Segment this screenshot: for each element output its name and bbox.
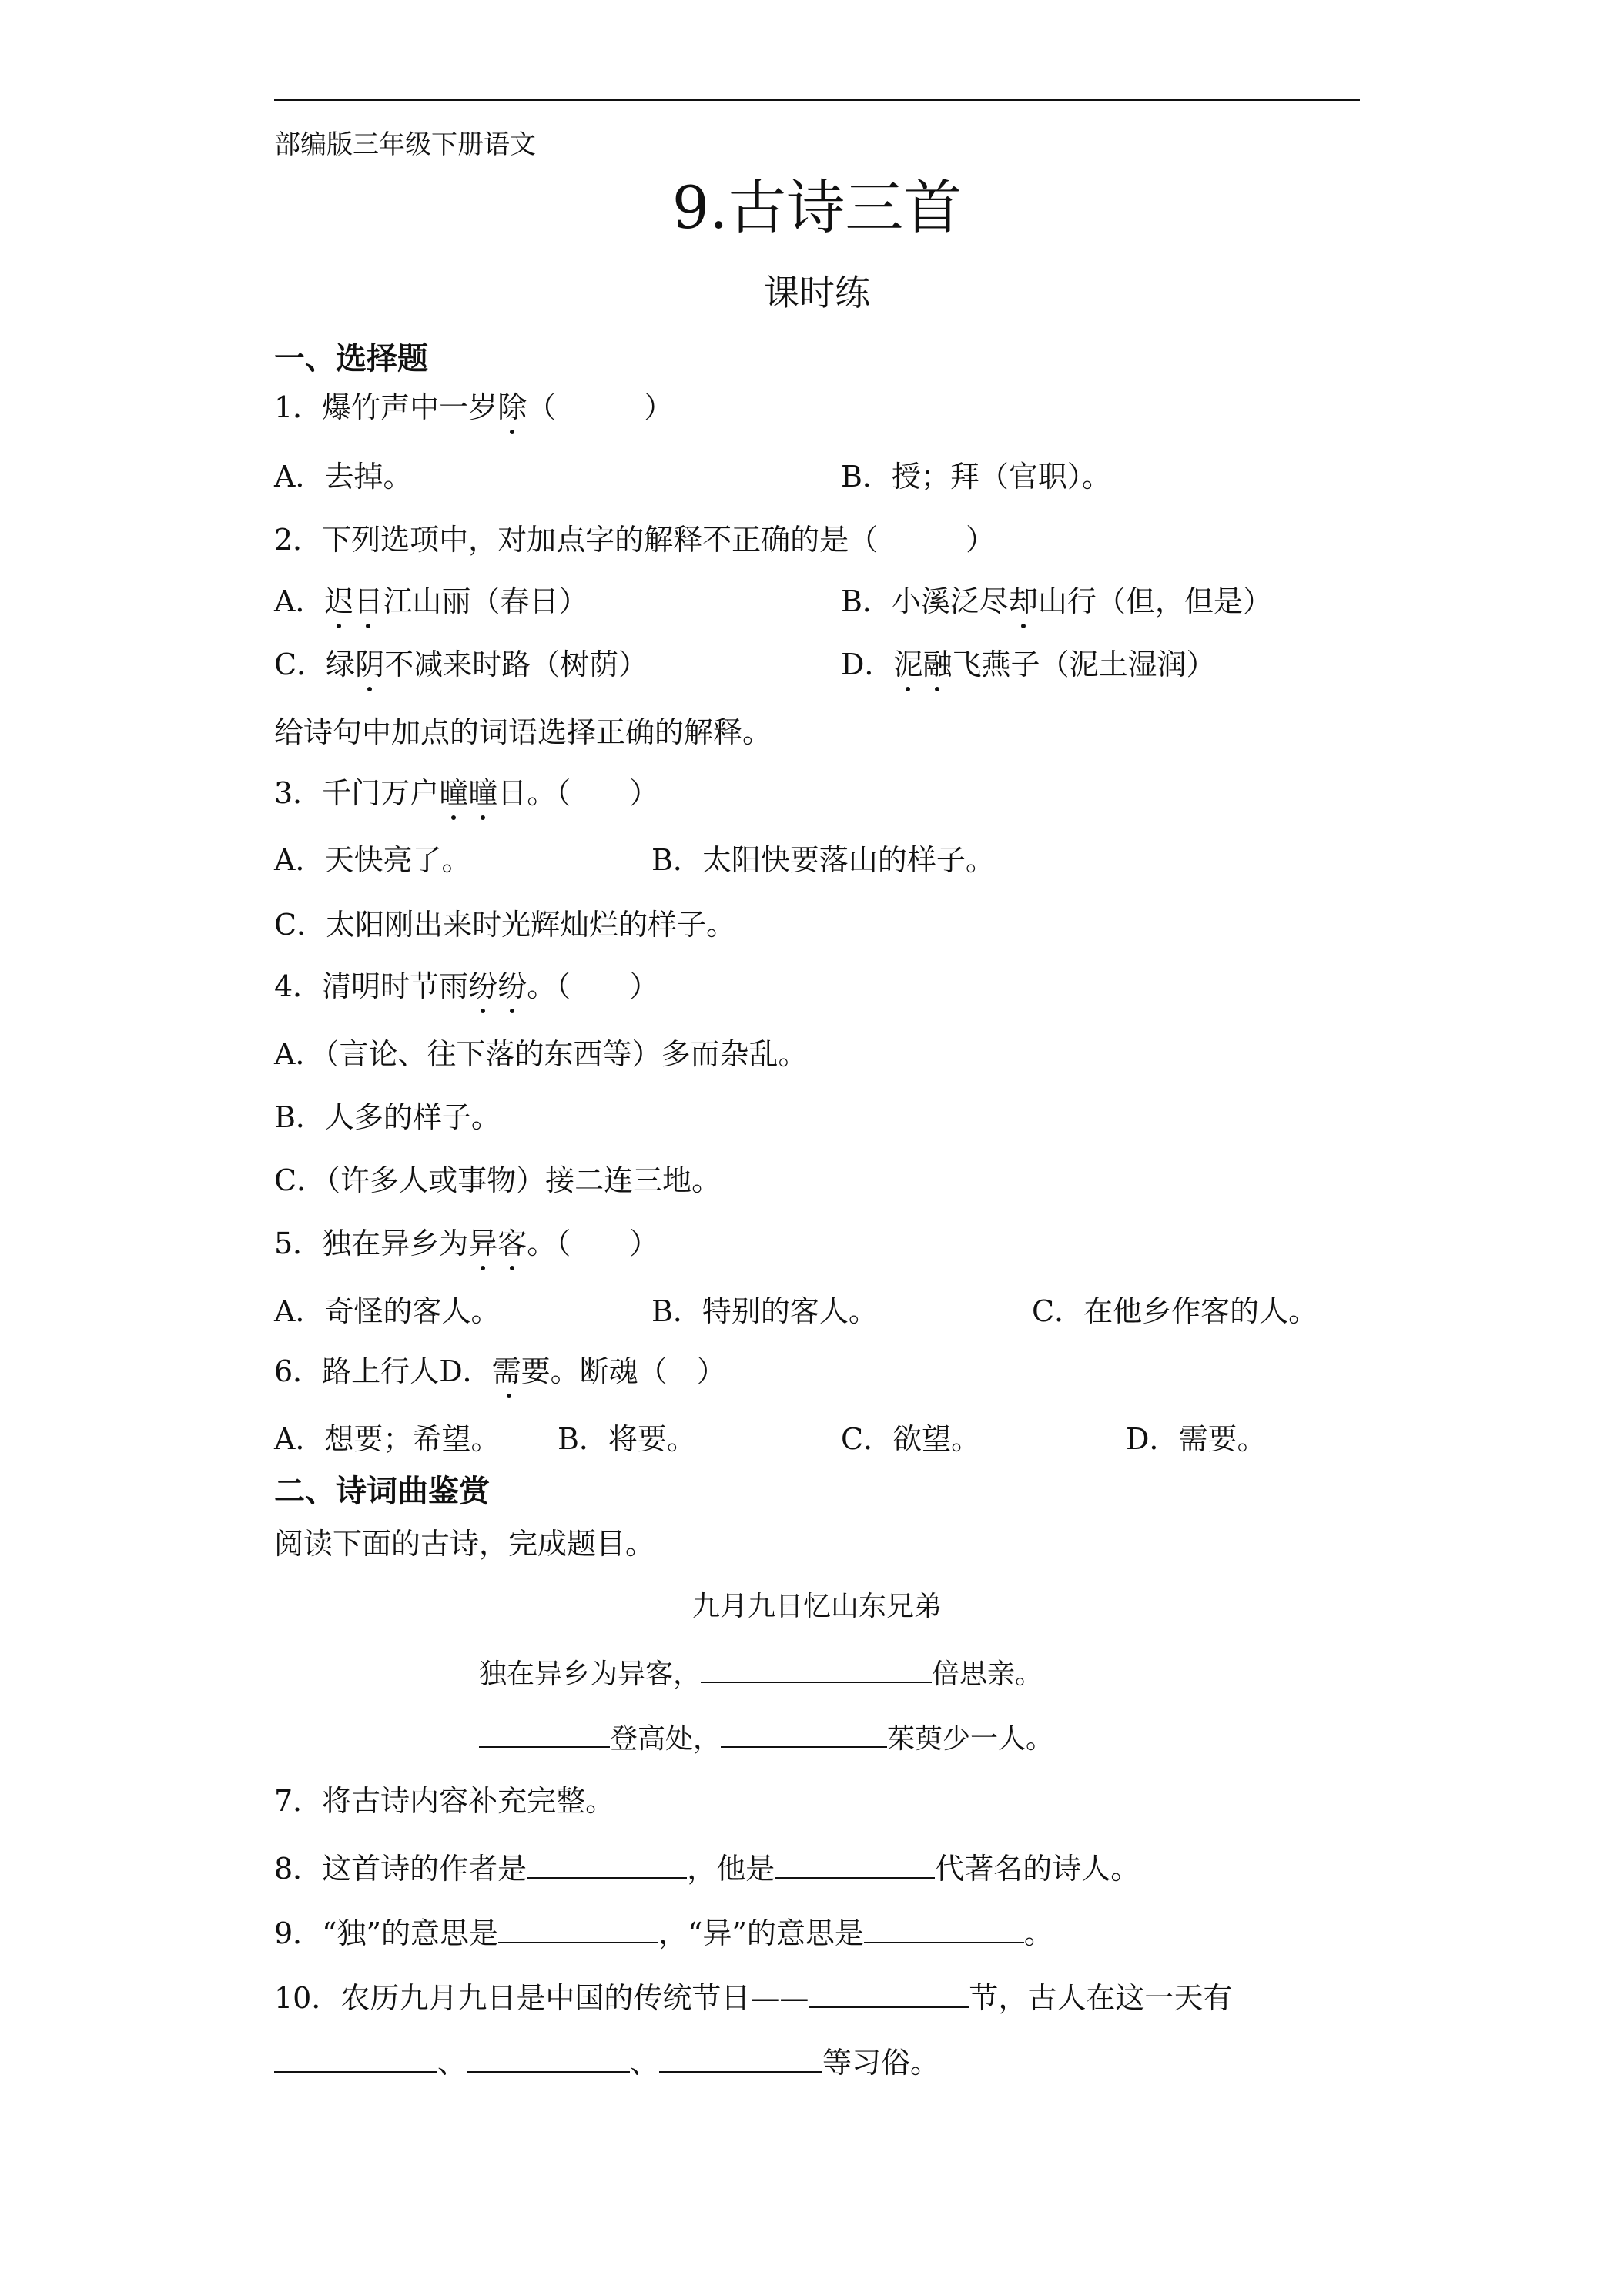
q10-text: 10．农历九月九日是中国的传统节日—— 节，古人在这一天有 (274, 1977, 1232, 2017)
q5-stem: 5．独在异乡为异客。（ ） (274, 1224, 658, 1263)
q9-text: 9．“独”的意思是 ，“异”的意思是 。 (274, 1913, 1053, 1953)
emphasis-char: 除 (497, 388, 527, 427)
answer-blank[interactable] (864, 1913, 1024, 1943)
q7-text: 7．将古诗内容补充完整。 (274, 1784, 615, 1818)
q2-option-a: A．迟日江山丽（春日） (274, 582, 588, 621)
q6-option-c: C．欲望。 (841, 1422, 981, 1456)
q8-text: 8．这首诗的作者是 ，他是 代著名的诗人。 (274, 1848, 1140, 1888)
q6-option-d: D．需要。 (1126, 1422, 1267, 1456)
q4-option-c: C．（许多人或事物）接二连三地。 (274, 1163, 722, 1197)
book-header: 部编版三年级下册语文 (274, 129, 536, 160)
poem-line-1: 独在异乡为异客， 倍思亲。 (479, 1652, 1043, 1694)
poem-line-2: 登高处， 茱萸少一人。 (479, 1717, 1053, 1759)
q4-option-a: A．（言论、往下落的东西等）多而杂乱。 (274, 1037, 808, 1071)
q3-option-a: A．天快亮了。 (274, 843, 471, 877)
answer-blank[interactable] (527, 1848, 687, 1879)
q10-blanks: 、 、 等习俗。 (274, 2042, 939, 2082)
worksheet-page (274, 0, 1360, 2296)
answer-blank[interactable] (498, 1913, 658, 1943)
q2-option-d: D．泥融飞燕子（泥土湿润） (841, 645, 1216, 684)
answer-blank[interactable] (775, 1848, 935, 1879)
q2-option-b: B．小溪泛尽却山行（但，但是） (841, 582, 1272, 621)
q4-option-b: B．人多的样子。 (274, 1100, 501, 1134)
q3-stem: 3．千门万户曈曈日。（ ） (274, 774, 658, 812)
q3-option-c: C．太阳刚出来时光辉灿烂的样子。 (274, 908, 736, 942)
q1-option-b: B．授；拜（官职）。 (841, 460, 1111, 494)
poem-title: 九月九日忆山东兄弟 (691, 1591, 942, 1622)
page-subtitle: 课时练 (764, 272, 870, 313)
section2-heading: 二、诗词曲鉴赏 (274, 1473, 490, 1509)
q6-option-a: A．想要；希望。 (274, 1422, 501, 1456)
q3-option-b: B．太阳快要落山的样子。 (651, 843, 995, 877)
q4-stem: 4．清明时节雨纷纷。（ ） (274, 967, 658, 1006)
q5-option-b: B．特别的客人。 (651, 1294, 878, 1328)
instruction-text: 给诗句中加点的词语选择正确的解释。 (274, 715, 772, 749)
q2-stem: 2．下列选项中，对加点字的解释不正确的是（ ） (274, 523, 996, 557)
header-rule (274, 99, 1360, 101)
q6-option-b: B．将要。 (558, 1422, 696, 1456)
reading-intro: 阅读下面的古诗，完成题目。 (274, 1527, 655, 1561)
poem-blank[interactable] (721, 1717, 887, 1748)
answer-blank[interactable] (274, 2042, 437, 2073)
page-title: 9.古诗三首 (671, 173, 963, 242)
answer-blank[interactable] (659, 2042, 822, 2073)
q1-option-a: A．去掉。 (274, 460, 413, 494)
section1-heading: 一、选择题 (274, 340, 428, 377)
answer-blank[interactable] (467, 2042, 630, 2073)
q6-stem: 6．路上行人D．需要。断魂（ ） (274, 1352, 726, 1391)
q5-option-c: C．在他乡作客的人。 (1032, 1294, 1318, 1328)
q2-option-c: C．绿阴不减来时路（树荫） (274, 645, 648, 684)
answer-blank[interactable] (809, 1977, 969, 2008)
q1-stem: 1．爆竹声中一岁除（ ） (274, 388, 673, 427)
poem-blank[interactable] (479, 1717, 610, 1748)
poem-blank[interactable] (701, 1652, 932, 1683)
q5-option-a: A．奇怪的客人。 (274, 1294, 501, 1328)
